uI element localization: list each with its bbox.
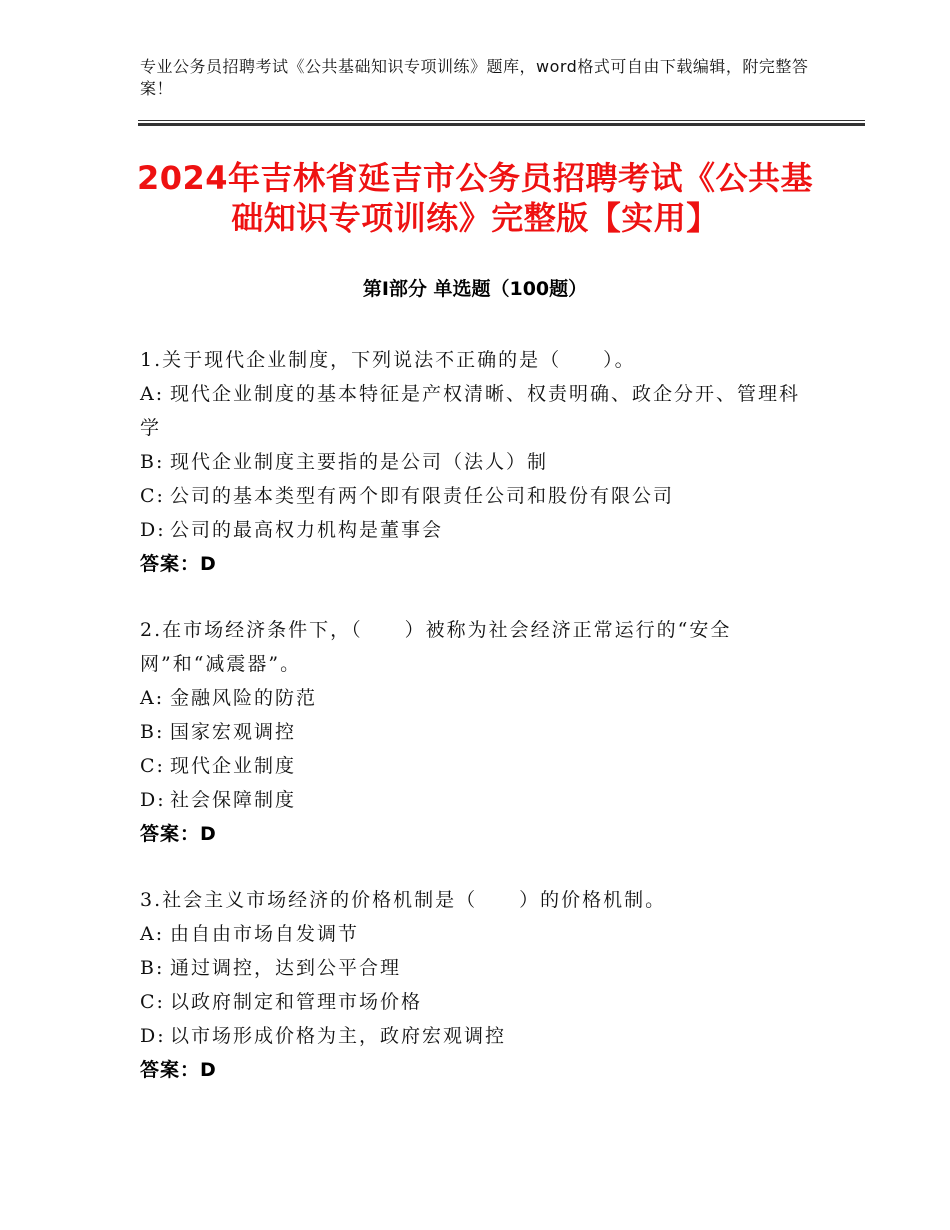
option-c bbox=[140, 479, 812, 513]
option-c bbox=[140, 985, 812, 1019]
option-letter: A: bbox=[140, 923, 165, 945]
option-a bbox=[140, 377, 812, 445]
option-a bbox=[140, 681, 812, 715]
divider-thin-line bbox=[138, 120, 865, 121]
option-text: 通过调控，达到公平合理 bbox=[170, 957, 402, 979]
option-letter: A: bbox=[140, 383, 165, 405]
option-b bbox=[140, 715, 812, 749]
question-block bbox=[140, 613, 812, 851]
option-letter: B: bbox=[140, 721, 165, 743]
question-stem: 1.关于现代企业制度，下列说法不正确的是（ ）。 bbox=[140, 349, 636, 371]
question-stem: 3.社会主义市场经济的价格机制是（ ）的价格机制。 bbox=[140, 889, 667, 911]
option-a bbox=[140, 917, 812, 951]
option-text: 公司的基本类型有两个即有限责任公司和股份有限公司 bbox=[170, 485, 675, 507]
answer-label: 答案：D bbox=[140, 553, 217, 575]
option-letter: C: bbox=[140, 755, 165, 777]
option-letter: D: bbox=[140, 519, 166, 541]
option-text: 国家宏观调控 bbox=[170, 721, 297, 743]
option-letter: C: bbox=[140, 485, 165, 507]
option-letter: D: bbox=[140, 1025, 166, 1047]
option-letter: B: bbox=[140, 957, 165, 979]
section-title: 第Ⅰ部分 单选题（100题） bbox=[362, 278, 588, 300]
option-letter: D: bbox=[140, 789, 166, 811]
option-text: 金融风险的防范 bbox=[170, 687, 318, 709]
option-d bbox=[140, 1019, 812, 1053]
header-divider bbox=[138, 120, 865, 126]
question-block bbox=[140, 343, 812, 581]
answer-label: 答案：D bbox=[140, 1059, 217, 1081]
document-title: 2024年吉林省延吉市公务员招聘考试《公共基础知识专项训练》完整版【实用】 bbox=[136, 159, 814, 237]
question-block bbox=[140, 883, 812, 1087]
option-d bbox=[140, 783, 812, 817]
option-text: 以政府制定和管理市场价格 bbox=[170, 991, 423, 1013]
option-text: 以市场形成价格为主，政府宏观调控 bbox=[170, 1025, 507, 1047]
option-b bbox=[140, 445, 812, 479]
answer-label: 答案：D bbox=[140, 823, 217, 845]
option-d bbox=[140, 513, 812, 547]
header-note: 专业公务员招聘考试《公共基础知识专项训练》题库，word格式可自由下载编辑，附完整答案！ bbox=[140, 57, 809, 98]
option-text: 现代企业制度主要指的是公司（法人）制 bbox=[170, 451, 549, 473]
question-list bbox=[140, 343, 812, 1119]
option-letter: B: bbox=[140, 451, 165, 473]
option-c bbox=[140, 749, 812, 783]
option-text: 社会保障制度 bbox=[170, 789, 297, 811]
option-text: 现代企业制度 bbox=[170, 755, 297, 777]
option-text: 公司的最高权力机构是董事会 bbox=[170, 519, 444, 541]
divider-thick-line bbox=[138, 123, 865, 126]
option-text: 现代企业制度的基本特征是产权清晰、权责明确、政企分开、管理科学 bbox=[140, 383, 801, 439]
option-b bbox=[140, 951, 812, 985]
option-letter: C: bbox=[140, 991, 165, 1013]
option-letter: A: bbox=[140, 687, 165, 709]
option-text: 由自由市场自发调节 bbox=[170, 923, 360, 945]
question-stem: 2.在市场经济条件下，（ ）被称为社会经济正常运行的“安全网”和“减震器”。 bbox=[140, 619, 732, 675]
